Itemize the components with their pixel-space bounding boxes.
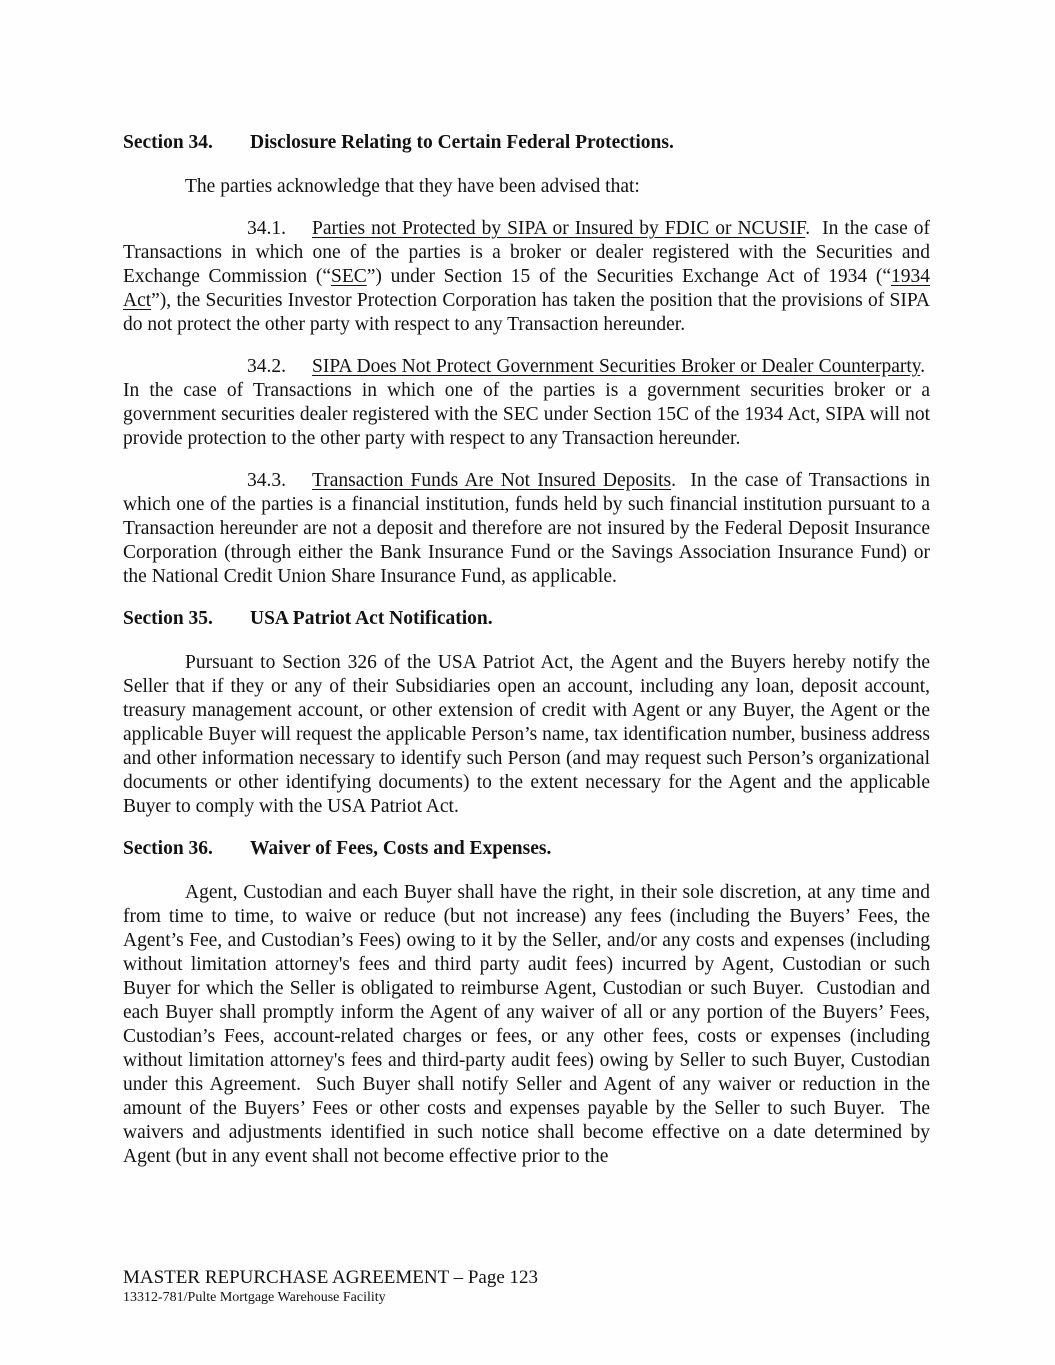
subsection-34-2-number: 34.2.	[247, 356, 286, 377]
section-35-title: USA Patriot Act Notification.	[250, 608, 493, 629]
section-35-heading	[123, 607, 930, 631]
section-36-paragraph: Agent, Custodian and each Buyer shall have the right, in their sole discretion, at any time and from time to time, to waive or reduce (but not increase) any fees (including the Buyers’ Fees, the Agent’s Fee, and Custodian’s Fees) owing to it by the Seller, and/or any costs and expenses (including without limitation attorney's fees and third party audit fees) incurred by Agent, Custodian or such Buyer for which the Seller is obligated to reimburse Agent, Custodian or such Buyer. Custodian and each Buyer shall promptly inform the Agent of any waiver of all or any portion of the Buyers’ Fees, Custodian’s Fees, account-related charges or fees, or any other fees, costs or expenses (including without limitation attorney's fees and third-party audit fees) owing by Seller to such Buyer, Custodian under this Agreement. Such Buyer shall notify Seller and Agent of any waiver or reduction in the amount of the Buyers’ Fees or other costs and expenses payable by the Seller to such Buyer. The waivers and adjustments identified in such notice shall become effective on a date determined by Agent (but in any event shall not become effective prior to the	[123, 882, 930, 1167]
subsection-34-2-text: SIPA Does Not Protect Government Securities Broker or Dealer Counterparty. In the case of Transactions in which one of the parties is a government securities broker or a government securities dealer registered with the SEC under Section 15C of the 1934 Act, SIPA will not provide protection to the other party with respect to any Transaction hereunder.	[123, 356, 930, 449]
section-36-title: Waiver of Fees, Costs and Expenses.	[250, 838, 552, 859]
section-36-heading	[123, 837, 930, 861]
section-34-title: Disclosure Relating to Certain Federal Protections.	[250, 132, 674, 153]
section-36-number: Section 36.	[123, 838, 213, 859]
subsection-34-1-text: Parties not Protected by SIPA or Insured by FDIC or NCUSIF. In the case of Transactions in which one of the parties is a broker or dealer registered with the Securities and Exchange Commission (“SEC”) under Section 15 of the Securities Exchange Act of 1934 (“1934 Act”), the Securities Investor Protection Corporation has taken the position that the provisions of SIPA do not protect the other party with respect to any Transaction hereunder.	[123, 218, 930, 335]
footer-document-title: MASTER REPURCHASE AGREEMENT – Page 123	[123, 1267, 539, 1288]
page-footer	[123, 1266, 930, 1306]
section-35-paragraph: Pursuant to Section 326 of the USA Patriot Act, the Agent and the Buyers hereby notify the Seller that if they or any of their Subsidiaries open an account, including any loan, deposit account, treasury management account, or other extension of credit with Agent or any Buyer, the Agent or the applicable Buyer will request the applicable Person’s name, tax identification number, business address and other information necessary to identify such Person (and may request such Person’s organizational documents or other identifying documents) to the extent necessary for the Agent and the applicable Buyer to comply with the USA Patriot Act.	[123, 652, 930, 817]
subsection-34-1	[123, 217, 930, 337]
section-34-heading	[123, 131, 930, 155]
document-body	[123, 131, 930, 1187]
subsection-34-1-number: 34.1.	[247, 218, 286, 239]
subsection-34-2	[123, 355, 930, 451]
subsection-34-3-text: Transaction Funds Are Not Insured Deposits. In the case of Transactions in which one of the parties is a financial institution, funds held by such financial institution pursuant to a Transaction hereunder are not a deposit and therefore are not insured by the Federal Deposit Insurance Corporation (through either the Bank Insurance Fund or the Savings Association Insurance Fund) or the National Credit Union Share Insurance Fund, as applicable.	[123, 470, 930, 587]
subsection-34-3-number: 34.3.	[247, 470, 286, 491]
footer-file-reference: 13312-781/Pulte Mortgage Warehouse Facility	[123, 1290, 386, 1305]
section-34-number: Section 34.	[123, 132, 213, 153]
section-35-number: Section 35.	[123, 608, 213, 629]
intro-paragraph: The parties acknowledge that they have been advised that:	[185, 176, 640, 197]
subsection-34-3	[123, 469, 930, 589]
